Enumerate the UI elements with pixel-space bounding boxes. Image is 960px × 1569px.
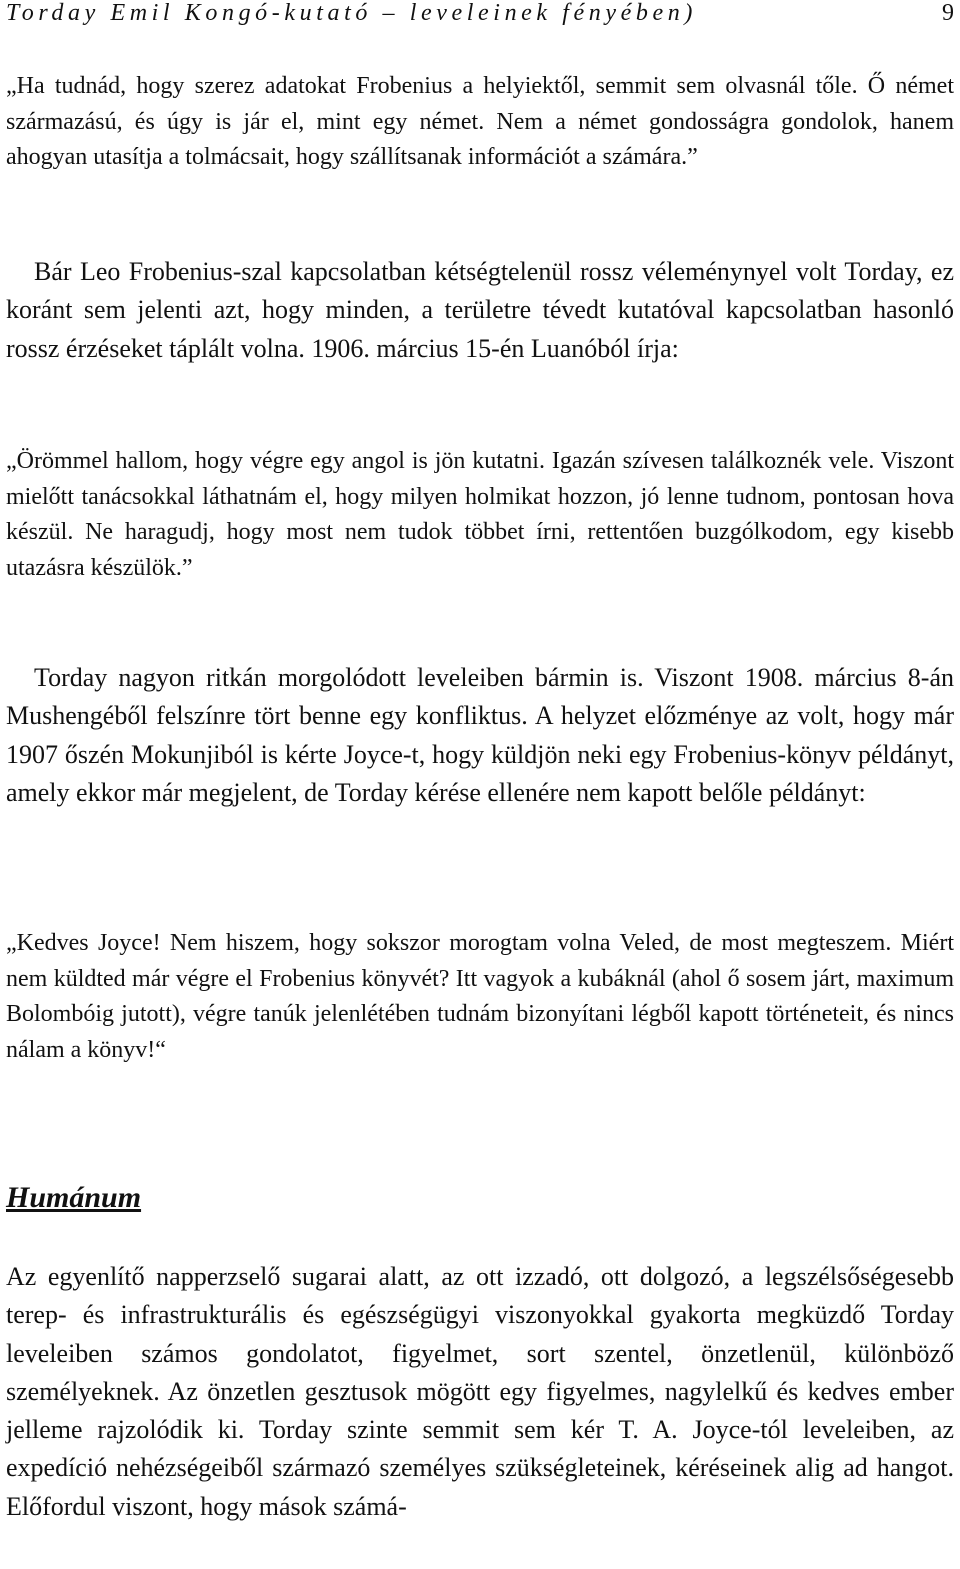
paragraph-humanum: Az egyenlítő napperzselő sugarai alatt, az ott izzadó, ott dolgozó, a legszélsőségesebb terep- és infrastrukturális és egészségügyi viszonyokkal gyakorta megküzdő Torday leveleiben számos gondolatot, figyelmet, sort szentel, önzetlenül, különböző személyeknek. Az önzetlen gesztusok mögött egy figyelmes, nagylelkű és kedves ember jelleme rajzolódik ki. Torday szinte semmit sem kér T. A. Joyce-tól leveleiben, az expedíció nehézségeiből származó személyes szükségleteinek, kéréseinek alig ad hangot. Előfordul viszont, hogy mások számá- <box>6 1262 954 1521</box>
quote-english-researcher: „Örömmel hallom, hogy végre egy angol is jön kutatni. Igazán szívesen találkoznék vele. Viszont mielőtt tanácsokkal láthatnám el, hogy milyen holmikat hozzon, jó lenne tudnom, pontosan hova készül. Ne haragudj, hogy most nem tudok többet írni, rettentően buzgólkodom, egy kisebb utazásra készülök.” <box>6 448 954 582</box>
running-header <box>6 0 954 30</box>
page-number: 9 <box>942 0 954 26</box>
section-heading-humanum: Humánum <box>6 1181 142 1214</box>
paragraph-conflict-1908: Torday nagyon ritkán morgolódott leveleiben bármin is. Viszont 1908. március 8-án Mushengéből felszínre tört benne egy konfliktus. A helyzet előzménye az volt, hogy már 1907 őszén Mokunjiból is kérte Joyce-t, hogy küldjön neki egy Frobenius-könyv példányt, amely ekkor már megjelent, de Torday kérése ellenére nem kapott belőle példányt: <box>6 663 954 807</box>
quote-frobenius-informants: „Ha tudnád, hogy szerez adatokat Frobenius a helyiektől, semmit sem olvasnál tőle. Ő német származású, és úgy is jár el, mint egy német. Nem a német gondosságra gondolok, hanem ahogyan utasítja a tolmácsait, hogy szállítsanak információt a számára.” <box>6 73 954 171</box>
paragraph-frobenius-opinion: Bár Leo Frobenius-szal kapcsolatban kétségtelenül rossz véleménynyel volt Torday, ez koránt sem jelenti azt, hogy minden, a területre tévedt kutatóval kapcsolatban hasonló rossz érzéseket táplált volna. 1906. március 15-én Luanóból írja: <box>6 257 954 363</box>
quote-dear-joyce: „Kedves Joyce! Nem hiszem, hogy sokszor morogtam volna Veled, de most megteszem. Miért nem küldted már végre el Frobenius könyvét? Itt vagyok a kubáknál (ahol ő sosem járt, maximum Bolombóig jutott), végre tanúk jelenlétében tudnám bizonyítani légből kapott történeteit, és nincs nálam a könyv!“ <box>6 930 954 1064</box>
running-title: Torday Emil Kongó-kutató – leveleinek fényében) <box>6 0 697 26</box>
